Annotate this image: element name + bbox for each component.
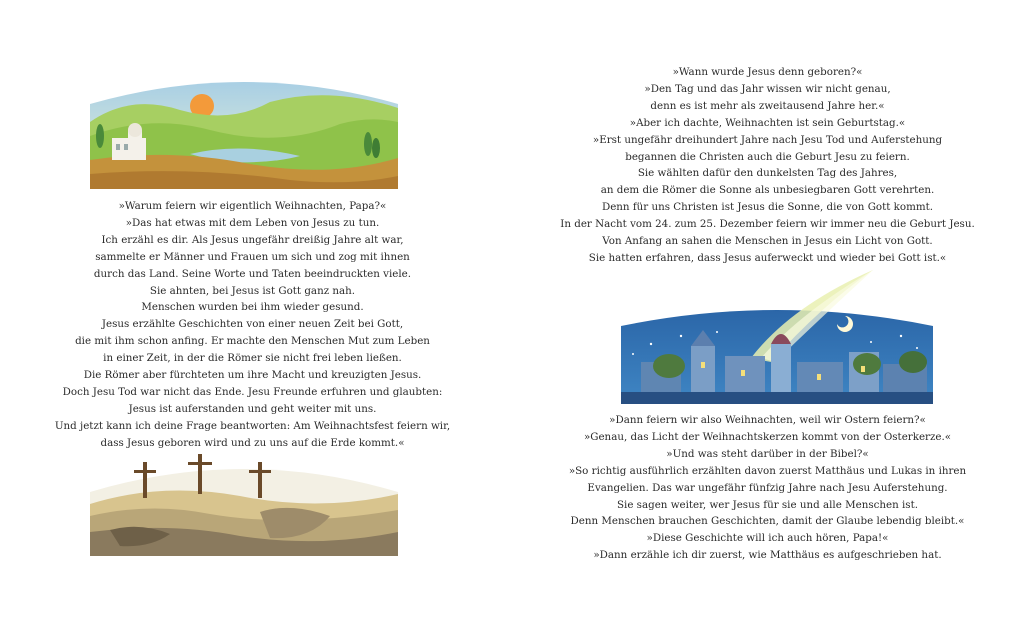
right-text-block-bottom (515, 412, 1020, 564)
text-line: denn es ist mehr als zweitausend Jahre her.« (650, 99, 885, 112)
text-line: »Dann feiern wir also Weihnachten, weil wir Ostern feiern?« (609, 414, 926, 426)
text-line: Menschen wurden bei ihm wieder gesund. (141, 301, 364, 314)
text-line: »Wann wurde Jesus denn geboren?« (672, 66, 863, 78)
text-line: Sie wählten dafür den dunkelsten Tag des Jahres, (637, 167, 898, 180)
text-line: »Genau, das Licht der Weihnachtskerzen kommt von der Osterkerze.« (583, 430, 952, 443)
text-line: »Diese Geschichte will ich auch hören, Papa!« (646, 532, 889, 545)
text-line: Und jetzt kann ich deine Frage beantworten: Am Weihnachtsfest feiern wir, (54, 419, 451, 432)
three-crosses-illustration (90, 452, 398, 556)
text-line: Sie hatten erfahren, dass Jesus auferweckt und wieder bei Gott ist.« (588, 251, 947, 264)
right-text-block-top (515, 64, 1020, 267)
right-page (515, 0, 1020, 617)
text-line: die mit ihm schon anfing. Er machte den Menschen Mut zum Leben (75, 335, 430, 348)
text-line: Von Anfang an sahen die Menschen in Jesus ein Licht von Gott. (602, 235, 933, 248)
text-line: durch das Land. Seine Worte und Taten beeindruckten viele. (93, 267, 412, 280)
text-line: dass Jesus geboren wird und zu uns auf die Erde kommt.« (100, 436, 405, 449)
text-line: »Den Tag und das Jahr wissen wir nicht genau, (644, 82, 891, 95)
text-line: Jesus ist auferstanden und geht weiter mit uns. (128, 402, 377, 415)
text-line: Evangelien. Das war ungefähr fünfzig Jahre nach Jesu Auferstehung. (587, 481, 948, 494)
text-line: Jesus erzählte Geschichten von einer neuen Zeit bei Gott, (101, 318, 404, 331)
left-text-block (10, 198, 495, 452)
landscape-illustration (90, 64, 398, 189)
text-line: »Erst ungefähr dreihundert Jahre nach Jesu Tod und Auferstehung (592, 133, 943, 146)
text-line: In der Nacht vom 24. zum 25. Dezember feiern wir immer neu die Geburt Jesu. (560, 218, 975, 231)
text-line: Die Römer aber fürchteten um ihre Macht und kreuzigten Jesus. (83, 369, 422, 382)
text-line: »Warum feiern wir eigentlich Weihnachten, Papa?« (118, 200, 387, 212)
text-line: an dem die Römer die Sonne als unbesiegbaren Gott verehrten. (600, 184, 935, 197)
text-line: Sie sagen weiter, wer Jesus für sie und alle Menschen ist. (616, 498, 919, 511)
text-line: Sie ahnten, bei Jesus ist Gott ganz nah. (149, 284, 356, 297)
text-line: »Und was steht darüber in der Bibel?« (666, 447, 869, 460)
text-line: Ich erzähl es dir. Als Jesus ungefähr dreißig Jahre alt war, (101, 233, 404, 246)
text-line: begannen die Christen auch die Geburt Jesu zu feiern. (625, 150, 910, 163)
text-line: in einer Zeit, in der die Römer sie nicht frei leben ließen. (103, 352, 402, 365)
text-line: Denn Menschen brauchen Geschichten, damit der Glaube lebendig bleibt.« (570, 515, 965, 528)
text-line: sammelte er Männer und Frauen um sich und zog mit ihnen (95, 250, 410, 263)
night-town-illustration (621, 266, 933, 404)
text-line: »Aber ich dachte, Weihnachten ist sein Geburtstag.« (629, 116, 906, 129)
text-line: »Das hat etwas mit dem Leben von Jesus zu tun. (125, 216, 380, 229)
text-line: »So richtig ausführlich erzählten davon zuerst Matthäus und Lukas in ihren (568, 464, 967, 477)
text-line: Doch Jesu Tod war nicht das Ende. Jesu Freunde erfuhren und glaubten: (62, 385, 443, 398)
left-page (0, 0, 505, 617)
text-line: »Dann erzähle ich dir zuerst, wie Matthäus es aufgeschrieben hat. (593, 549, 942, 562)
text-line: Denn für uns Christen ist Jesus die Sonne, die von Gott kommt. (601, 201, 934, 214)
